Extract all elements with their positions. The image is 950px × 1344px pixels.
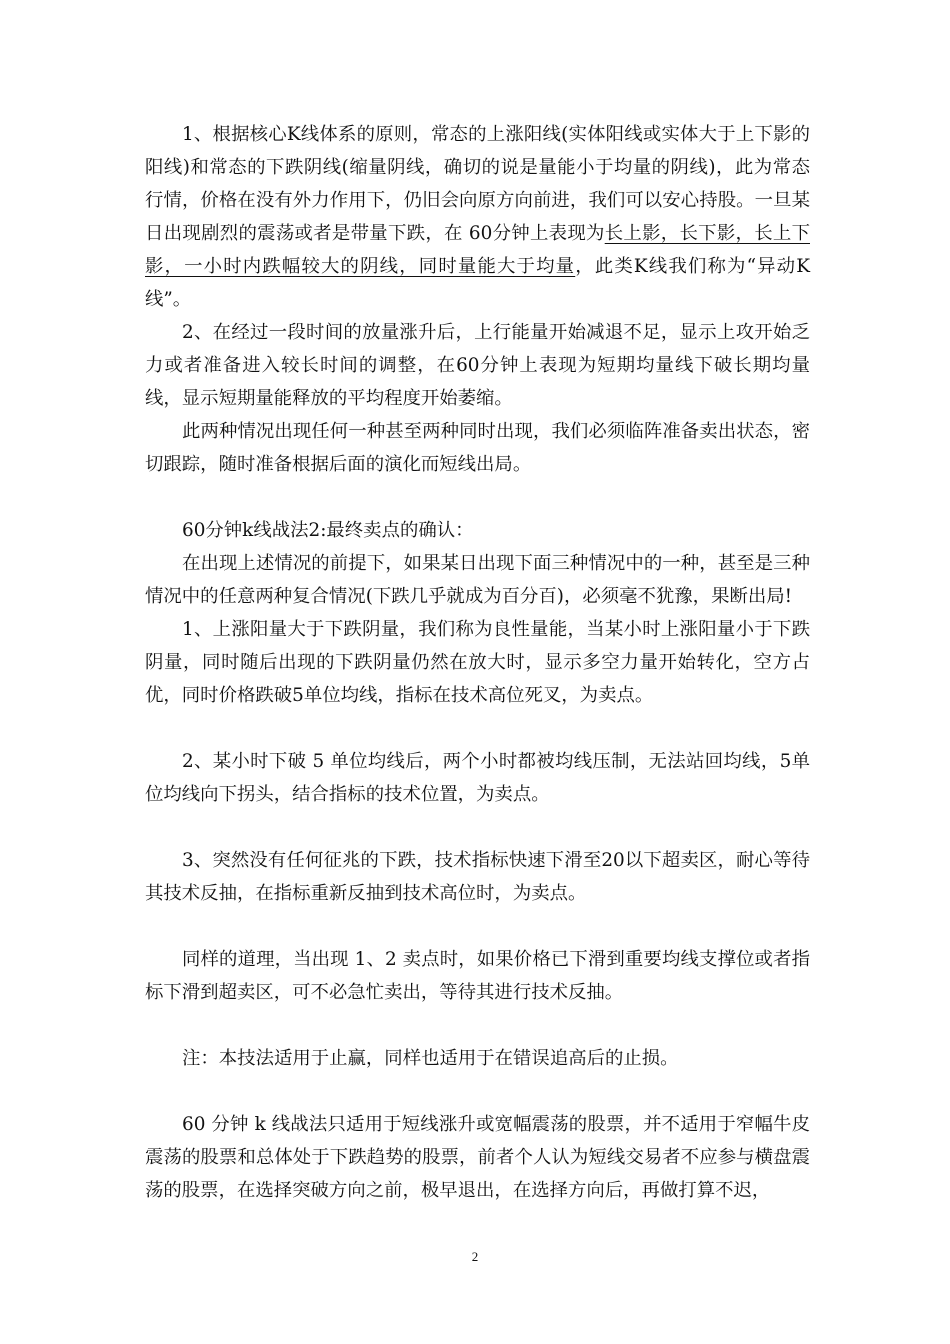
paragraph-sell-point-1: 1、上涨阳量大于下跌阴量，我们称为良性量能，当某小时上涨阳量小于下跌阴量，同时随后出现的下跌阴量仍然在放大时，显示多空力量开始转化，空方占优，同时价格跌破5单位均线，指标在技术高位死叉，为卖点。 (145, 619, 810, 706)
paragraph-text: 1、根据核心K线体系的原则，常态的上涨阳线(实体阳线或实体大于上下影的阳线)和常态的下跌阴线(缩量阴线，确切的说是量能小于均量的阴线)，此为常态行情，价格在没有外力作用下，仍旧会向原方向前进，我们可以安心持股。一旦某日出现剧烈的震荡或者是带量下跌，在 60分钟上表现为 (145, 124, 810, 244)
underlined-phrase: 长上影，长下影，长上下影，一小时内跌幅较大的阴线，同时量能大于均量 (145, 223, 810, 277)
paragraph-text: ，此类K线我们称为“异动K线”。 (145, 256, 810, 310)
spacer (145, 910, 810, 943)
paragraph-abnormal-k-line (145, 118, 810, 316)
paragraph-sell-point-2: 2、某小时下破 5 单位均线后，两个小时都被均线压制，无法站回均线，5单位均线向下拐头，结合指标的技术位置，为卖点。 (145, 751, 810, 805)
spacer (145, 811, 810, 844)
section-heading: 60分钟k线战法2:最终卖点的确认： (182, 520, 474, 541)
spacer (145, 712, 810, 745)
paragraph-sell-point-3: 3、突然没有任何征兆的下跌，技术指标快速下滑至20以下超卖区，耐心等待其技术反抽，在指标重新反抽到技术高位时，为卖点。 (145, 850, 810, 904)
spacer (145, 481, 810, 514)
document-body (145, 118, 810, 1207)
paragraph-note: 注：本技法适用于止赢，同样也适用于在错误追高后的止损。 (182, 1048, 679, 1069)
paragraph-same-principle: 同样的道理，当出现 1、2 卖点时，如果价格已下滑到重要均线支撑位或者指标下滑到超卖区，可不必急忙卖出，等待其进行技术反抽。 (145, 949, 810, 1003)
paragraph-applicability: 60 分钟 k 线战法只适用于短线涨升或宽幅震荡的股票，并不适用于窄幅牛皮震荡的股票和总体处于下跌趋势的股票，前者个人认为短线交易者不应参与横盘震荡的股票，在选择突破方向之前，极早退出，在选择方向后，再做打算不迟， (145, 1114, 810, 1201)
paragraph-volume-decline: 2、在经过一段时间的放量涨升后，上行能量开始减退不足，显示上攻开始乏力或者准备进入较长时间的调整，在60分钟上表现为短期均量线下破长期均量线，显示短期量能释放的平均程度开始萎缩。 (145, 322, 810, 409)
spacer (145, 1009, 810, 1042)
spacer (145, 1075, 810, 1108)
paragraph-final-sell-intro: 在出现上述情况的前提下，如果某日出现下面三种情况中的一种，甚至是三种情况中的任意两种复合情况(下跌几乎就成为百分百)，必须毫不犹豫，果断出局! (145, 553, 810, 607)
paragraph-prepare-sell: 此两种情况出现任何一种甚至两种同时出现，我们必须临阵准备卖出状态，密切跟踪，随时准备根据后面的演化而短线出局。 (145, 421, 810, 475)
page-number: 2 (471, 1249, 479, 1264)
